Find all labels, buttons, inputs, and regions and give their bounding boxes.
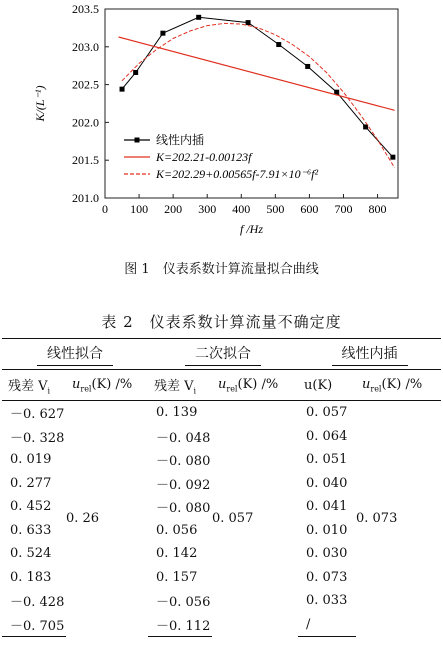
x-tick-label: 100: [130, 202, 149, 216]
cell-urel-quad: 0. 057: [212, 511, 254, 527]
table-title: 表 2 仪表系数计算流量不确定度: [101, 313, 342, 331]
cell-residual-quad: 0. 142: [156, 546, 198, 562]
cell-uk: 0. 064: [306, 428, 348, 444]
col-header-uk: u(K): [298, 370, 356, 401]
cell-uk: 0. 040: [306, 475, 348, 491]
cell-residual-quad: －0. 056: [156, 595, 211, 611]
data-point: [120, 87, 125, 92]
cell-uk: 0. 057: [306, 405, 348, 421]
col-header-urel-quad: $u_{rel}(K)$ /%: [212, 370, 298, 401]
x-tick-label: 400: [232, 202, 251, 216]
cell-uk: 0. 010: [306, 522, 348, 538]
cell-residual-linear: 0. 277: [10, 475, 52, 491]
series-linear-fit-line: [119, 37, 395, 110]
column-header-row: [2, 370, 441, 401]
data-point: [196, 15, 201, 20]
x-tick-label: 300: [198, 202, 217, 216]
y-tick-label: 203.5: [72, 2, 99, 16]
legend-marker: [135, 138, 140, 143]
table-body: [2, 401, 441, 637]
group-header-quadratic-fit: 二次拟合: [148, 339, 298, 370]
cell-residual-quad: －0. 048: [156, 430, 211, 446]
data-point: [390, 155, 395, 160]
cell-residual-linear: 0. 452: [10, 499, 52, 515]
uncertainty-table: [2, 338, 441, 637]
group-header-row: [2, 339, 441, 370]
figure-caption: 图 1 仪表系数计算流量拟合曲线: [124, 262, 319, 277]
cell-uk: 0. 041: [306, 499, 348, 515]
col-header-urel-linear: $u_{rel}(K)$ /%: [66, 370, 148, 401]
cell-residual-quad: 0. 056: [156, 522, 198, 538]
y-tick-label: 203.0: [72, 39, 99, 54]
cell-residual-linear: －0. 328: [10, 430, 65, 446]
x-tick-label: 500: [266, 202, 285, 216]
data-point: [305, 64, 310, 69]
col-header-urel-interp: $u_{rel}(K)$ /%: [356, 370, 441, 401]
cell-residual-quad: 0. 139: [156, 405, 198, 421]
data-point: [160, 31, 165, 36]
y-axis-label: K/(L⁻¹): [33, 85, 47, 122]
table-row: [2, 401, 441, 425]
x-tick-label: 200: [164, 202, 183, 216]
cell-residual-quad: －0. 092: [156, 477, 211, 493]
cell-residual-quad: －0. 080: [156, 454, 211, 470]
y-tick-label: 201.5: [72, 153, 99, 168]
cell-residual-linear: 0. 633: [10, 522, 52, 538]
fit-curve-chart: [0, 0, 443, 250]
data-point: [276, 42, 281, 47]
figure-1: [0, 0, 443, 250]
cell-residual-linear: －0. 627: [10, 407, 65, 423]
cell-residual-linear: 0. 183: [10, 569, 52, 585]
x-tick-label: 600: [300, 202, 319, 216]
y-tick-label: 201.0: [72, 191, 99, 205]
legend-label: K=202.21-0.00123f: [156, 150, 252, 164]
cell-residual-linear: －0. 705: [2, 613, 66, 637]
cell-uk: 0. 073: [306, 569, 348, 585]
col-header-residual-linear: 残差 $V_i$: [2, 370, 66, 401]
x-tick-label: 700: [334, 202, 353, 216]
data-point: [246, 20, 251, 25]
y-tick-label: 202.5: [72, 77, 99, 92]
cell-residual-linear: 0. 524: [10, 546, 52, 562]
cell-residual-quad: 0. 157: [156, 569, 198, 585]
x-axis-label: f /Hz: [239, 222, 264, 236]
legend-label: K=202.29+0.00565f-7.91×10⁻⁶f²: [156, 167, 319, 181]
legend-label: 线性内插: [156, 133, 205, 147]
y-tick-label: 202.0: [72, 115, 99, 130]
cell-urel-linear: 0. 26: [66, 511, 100, 527]
cell-residual-quad: －0. 112: [148, 613, 212, 637]
x-tick-label: 0: [102, 202, 108, 216]
cell-uk: 0. 051: [306, 452, 348, 468]
cell-uk: /: [298, 613, 356, 637]
cell-residual-quad: －0. 080: [156, 501, 211, 517]
group-header-linear-fit: 线性拟合: [2, 339, 148, 370]
col-header-residual-quad: 残差 $V_i$: [148, 370, 212, 401]
data-point: [133, 70, 138, 75]
cell-uk: 0. 030: [306, 546, 348, 562]
cell-uk: 0. 033: [306, 593, 348, 609]
x-tick-label: 800: [368, 202, 387, 216]
cell-urel-interp: 0. 073: [356, 511, 398, 527]
cell-residual-linear: －0. 428: [10, 595, 65, 611]
cell-residual-linear: 0. 019: [10, 452, 52, 468]
group-header-linear-interp: 线性内插: [298, 339, 441, 370]
